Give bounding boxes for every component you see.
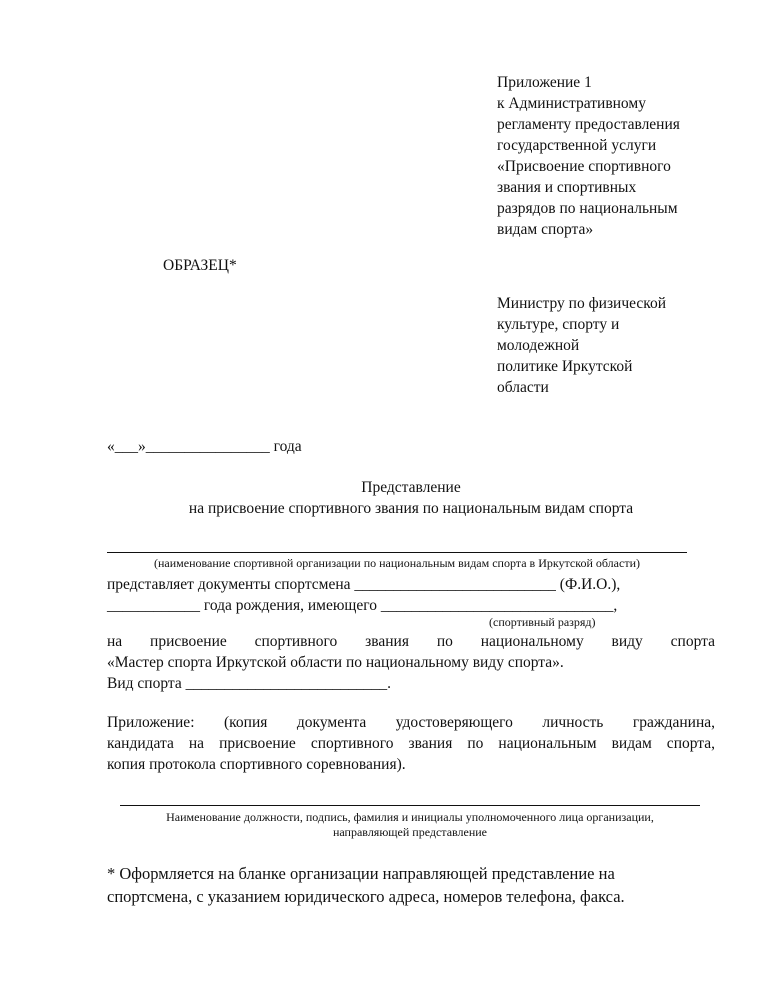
appendix-line: «Присвоение спортивного — [497, 158, 671, 175]
date-line: «___»________________ года — [107, 438, 302, 455]
appendix-line: к Административному — [497, 95, 646, 112]
attachment-line: Приложение: (копия документа удостоверяющего личность гражданина, — [107, 714, 715, 731]
body-line-title: «Мастер спорта Иркутской области по национальному виду спорта». — [107, 654, 564, 671]
appendix-line: государственной услуги — [497, 137, 657, 154]
appendix-line: видам спорта» — [497, 221, 594, 238]
organization-caption: (наименование спортивной организации по национальным видам спорта в Иркутской области) — [154, 556, 640, 570]
addressee-line: молодежной — [497, 337, 580, 354]
addressee-line: Министру по физической — [497, 295, 667, 312]
title-line: Представление — [361, 479, 461, 496]
signature-caption-line: направляющей представление — [332, 825, 488, 839]
title-line: на присвоение спортивного звания по национальным видам спорта — [188, 500, 634, 517]
addressee-line: политике Иркутской — [497, 358, 633, 375]
rank-caption: (спортивный разряд) — [489, 615, 596, 629]
body-line-birth: ____________ года рождения, имеющего ______________________________, — [107, 597, 618, 614]
document-title — [107, 477, 715, 519]
appendix-line: Приложение 1 — [497, 74, 592, 91]
addressee-block — [497, 293, 666, 398]
body-line-sport: Вид спорта __________________________. — [107, 675, 391, 692]
attachment-line: копия протокола спортивного соревнования). — [107, 756, 406, 773]
attachment-line: кандидата на присвоение спортивного звания по национальным видам спорта, — [107, 735, 715, 752]
addressee-line: области — [497, 379, 549, 396]
footnote — [107, 862, 625, 908]
signature-caption — [100, 810, 720, 840]
signature-caption-line: Наименование должности, подпись, фамилия и инициалы уполномоченного лица организации, — [166, 810, 654, 824]
footnote-line: * Оформляется на бланке организации направляющей представление на — [107, 864, 615, 883]
signature-blank-line — [120, 805, 700, 806]
appendix-line: регламенту предоставления — [497, 116, 680, 133]
body-line-athlete: представляет документы спортсмена __________________________ (Ф.И.О.), — [107, 576, 621, 593]
body-line-award: на присвоение спортивного звания по национальному виду спорта — [107, 633, 715, 650]
organization-blank-line — [107, 552, 687, 553]
appendix-line: звания и спортивных — [497, 179, 637, 196]
footnote-line: спортсмена, с указанием юридического адреса, номеров телефона, факса. — [107, 887, 625, 906]
appendix-header — [497, 72, 680, 240]
addressee-line: культуре, спорту и — [497, 316, 620, 333]
appendix-line: разрядов по национальным — [497, 200, 678, 217]
sample-label: ОБРАЗЕЦ* — [163, 257, 237, 274]
